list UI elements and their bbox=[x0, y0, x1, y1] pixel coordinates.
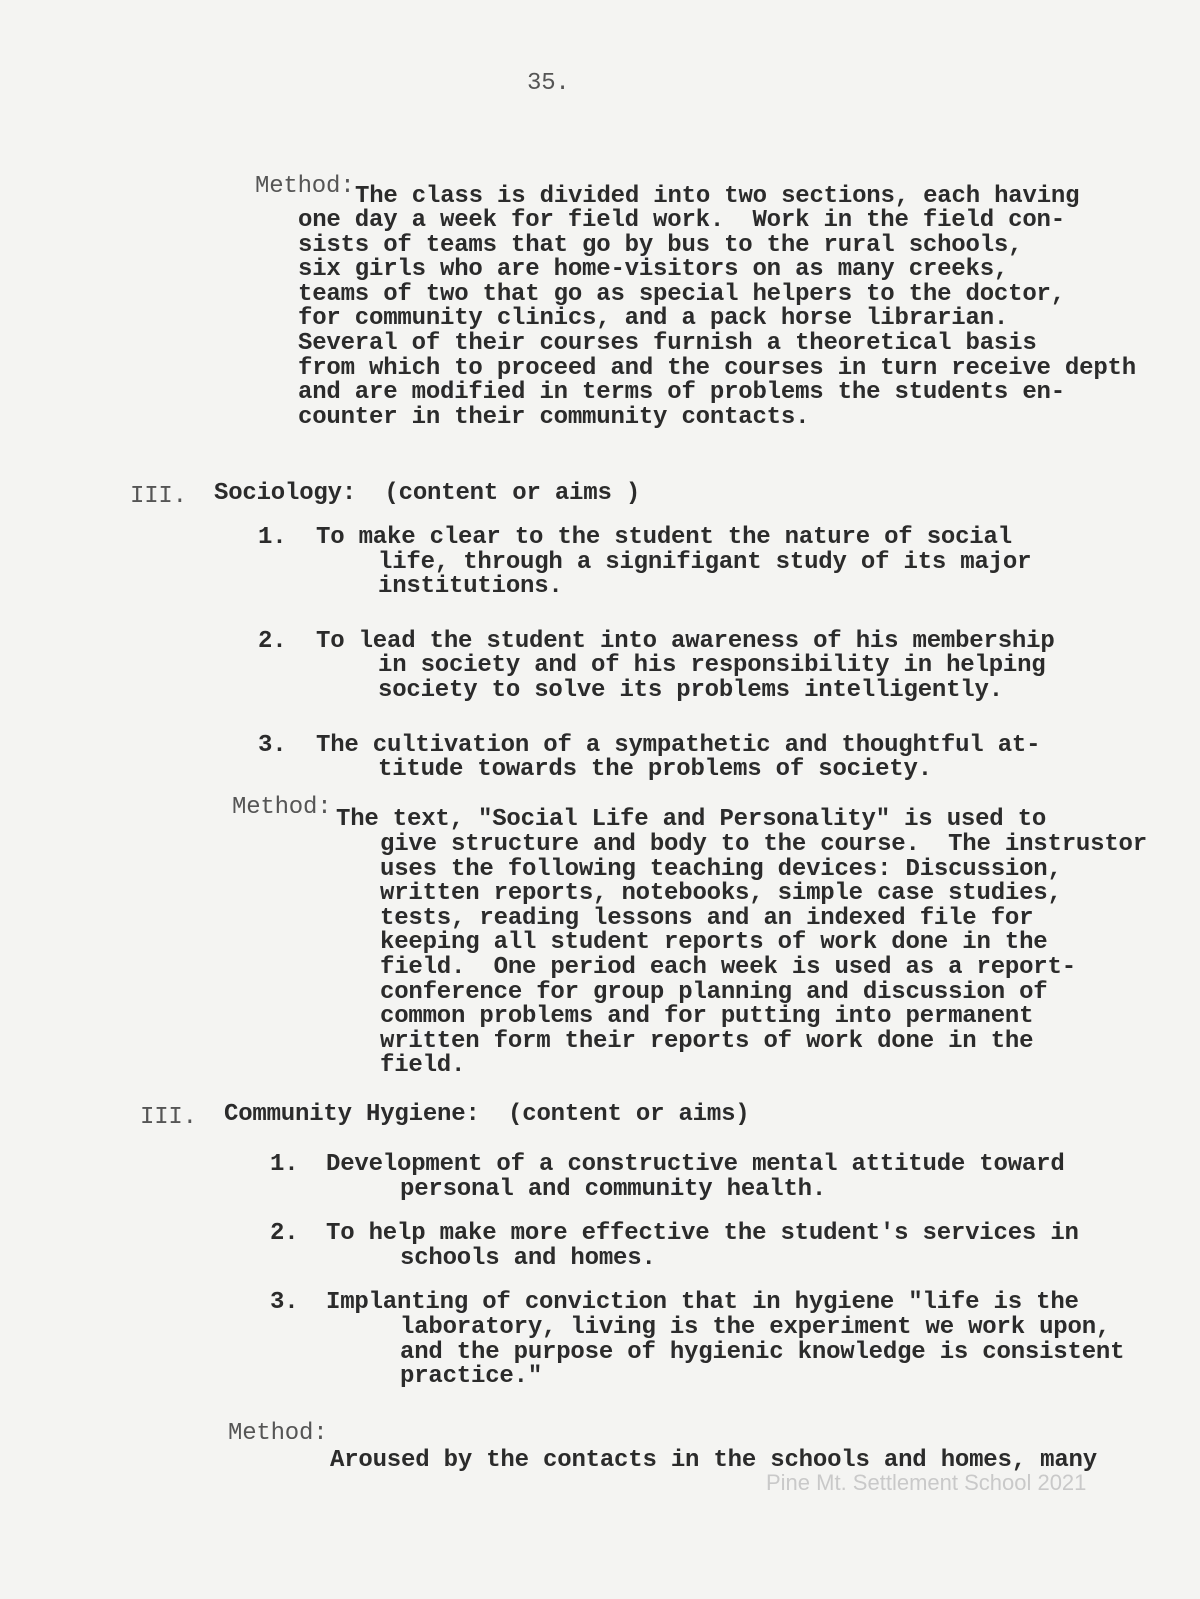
list-item-number: 1. bbox=[270, 1151, 299, 1178]
list-item-number: 2. bbox=[258, 627, 287, 655]
text-line: keeping all student reports of work done in the bbox=[380, 929, 1048, 957]
list-item-number: 1. bbox=[258, 524, 287, 551]
list-item-text: To help make more effective the student's services in bbox=[326, 1220, 1079, 1248]
list-item-text: Development of a constructive mental attitude toward bbox=[326, 1151, 1065, 1178]
text-line: counter in their community contacts. bbox=[298, 403, 810, 431]
method-first-line: Aroused by the contacts in the schools and homes, many bbox=[330, 1447, 1097, 1474]
section-numeral: III. bbox=[140, 1104, 197, 1131]
list-item-text: The cultivation of a sympathetic and thoughtful at- bbox=[316, 731, 1041, 759]
list-item-continuation: in society and of his responsibility in helping bbox=[378, 652, 1046, 680]
text-line: six girls who are home-visitors on as many creeks, bbox=[298, 256, 1009, 284]
text-line: Several of their courses furnish a theoretical basis bbox=[298, 329, 1037, 357]
method-label: Method: bbox=[255, 173, 355, 200]
text-line: for community clinics, and a pack horse librarian. bbox=[298, 305, 1009, 333]
paragraph-first-line: The class is divided into two sections, each having bbox=[355, 183, 1080, 210]
method-label: Method: bbox=[228, 1420, 328, 1447]
text-line: common problems and for putting into permanent bbox=[380, 1003, 1034, 1031]
method-first-line: The text, "Social Life and Personality" is used to bbox=[336, 806, 1047, 833]
list-item-continuation: practice." bbox=[400, 1363, 543, 1391]
list-item-continuation: institutions. bbox=[378, 573, 563, 601]
list-item-number: 3. bbox=[270, 1289, 299, 1317]
text-line: tests, reading lessons and an indexed file for bbox=[380, 904, 1034, 932]
text-line: one day a week for field work. Work in the field con- bbox=[298, 207, 1065, 234]
text-line: uses the following teaching devices: Discussion, bbox=[380, 855, 1062, 883]
section-heading-sociology: Sociology: (content or aims ) bbox=[214, 480, 641, 507]
text-line: written form their reports of work done in the bbox=[380, 1027, 1034, 1055]
list-item-text: To lead the student into awareness of his membership bbox=[316, 627, 1055, 655]
list-item-text: Implanting of conviction that in hygiene "life is the bbox=[326, 1289, 1079, 1317]
list-item-number: 2. bbox=[270, 1220, 299, 1248]
section-heading-hygiene: Community Hygiene: (content or aims) bbox=[224, 1101, 750, 1128]
list-item-continuation: society to solve its problems intelligently. bbox=[378, 677, 1003, 704]
method-label: Method: bbox=[232, 794, 332, 821]
list-item-number: 3. bbox=[258, 731, 287, 759]
text-line: field. bbox=[380, 1052, 466, 1080]
text-line: and are modified in terms of problems the students en- bbox=[298, 379, 1065, 407]
page-number: 35. bbox=[527, 70, 570, 97]
sociology-method-paragraph bbox=[380, 833, 1147, 1079]
list-item-text: To make clear to the student the nature of social bbox=[316, 524, 1012, 551]
section-numeral: III. bbox=[130, 483, 187, 510]
text-line: conference for group planning and discussion of bbox=[380, 978, 1048, 1006]
list-item-continuation: personal and community health. bbox=[400, 1175, 827, 1203]
text-line: sists of teams that go by bus to the rural schools, bbox=[298, 231, 1023, 259]
text-line: field. One period each week is used as a report- bbox=[380, 953, 1076, 981]
field-work-paragraph bbox=[298, 209, 1136, 430]
list-item-continuation: and the purpose of hygienic knowledge is consistent bbox=[400, 1338, 1125, 1366]
text-line: give structure and body to the course. The instrustor bbox=[380, 831, 1147, 858]
text-line: from which to proceed and the courses in turn receive depth bbox=[298, 354, 1136, 382]
list-item-continuation: laboratory, living is the experiment we work upon, bbox=[400, 1314, 1111, 1341]
list-item-continuation: schools and homes. bbox=[400, 1244, 656, 1272]
text-line: teams of two that go as special helpers to the doctor, bbox=[298, 280, 1065, 308]
watermark: Pine Mt. Settlement School 2021 bbox=[766, 1470, 1087, 1495]
list-item-continuation: life, through a signifigant study of its major bbox=[378, 548, 1032, 576]
text-line: written reports, notebooks, simple case studies, bbox=[380, 880, 1062, 908]
list-item-continuation: titude towards the problems of society. bbox=[378, 756, 932, 784]
